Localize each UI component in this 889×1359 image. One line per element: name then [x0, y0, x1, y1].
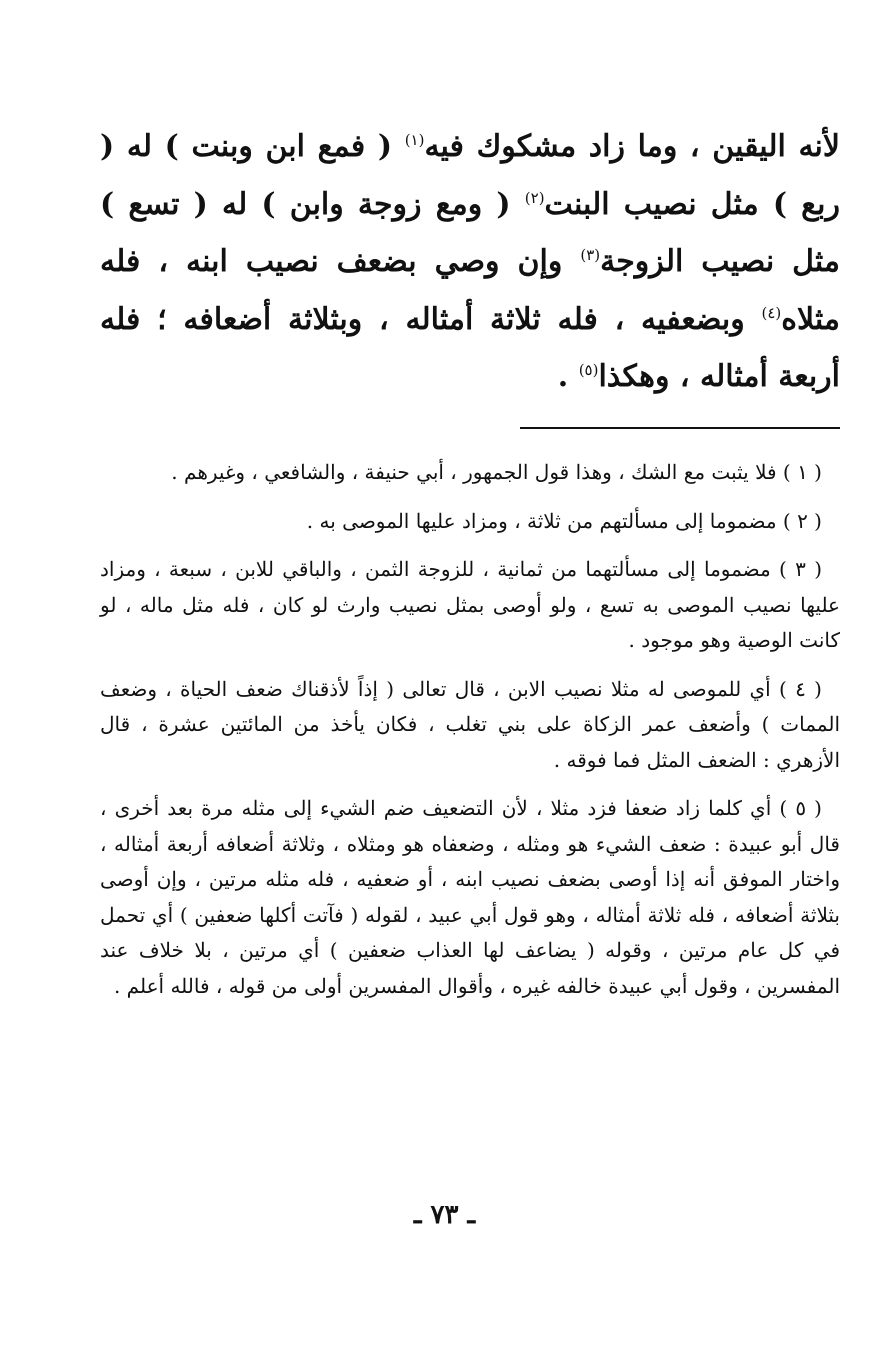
main-text-part-1: لأنه اليقين ، وما زاد مشكوك فيه — [424, 129, 840, 164]
main-paragraph — [100, 118, 840, 406]
main-text-part-2: ( فمع ابن وبنت ) له ( ربع ) مثل نصيب البنت — [100, 129, 840, 222]
footnote-ref-2[interactable]: (٢) — [524, 188, 545, 207]
main-text-part-4: وإن وصي بضعف نصيب ابنه ، فله مثلاه — [100, 244, 840, 337]
footnote-ref-3[interactable]: (٣) — [580, 246, 601, 264]
main-text-part-6: . — [557, 359, 579, 394]
main-text-part-3: ( ومع زوجة وابن ) له ( تسع ) مثل نصيب الزوجة — [100, 186, 840, 279]
footnote-ref-4[interactable]: (٤) — [761, 303, 782, 322]
page-number: ـ ٧٣ ـ — [413, 1200, 476, 1230]
footnote-separator — [520, 427, 840, 429]
main-text-part-5: وبضعفيه ، فله ثلاثة أمثاله ، وبثلاثة أضعافه ؛ فله أربعة أمثاله ، وهكذا — [100, 301, 840, 394]
footnote-2: ( ٢ ) مضموما إلى مسألتهم من ثلاثة ، ومزاد عليها الموصى به . — [306, 508, 822, 533]
footnote-ref-1[interactable]: (١) — [404, 131, 425, 149]
footnote-5: ( ٥ ) أي كلما زاد ضعفا فزد مثلا ، لأن التضعيف ضم الشيء إلى مثله مرة بعد أخرى ، قال أبو عبيدة : ضعف الشيء هو ومثله ، وضعفاه هو ومثلاه ، وثلاثة أضعافه أربعة أمثاله ، واختار الموفق أنه إذا أوصى بضعف نصيب ابنه ، أو ضعفيه ، فله مثله مرتين ، وإن أوصى بثلاثة أضعافه ، فله ثلاثة أمثاله ، وهو قول أبي عبيد ، لقوله ( فآتت أكلها ضعفين ) أي تحمل في كل عام مرتين ، وقوله ( يضاعف لها العذاب ضعفين ) أي مرتين ، بلا خلاف عند المفسرين ، وقول أبي عبيدة خالفه غيره ، وأقوال المفسرين أولى من قوله ، فالله أعلم . — [100, 796, 840, 998]
footnote-3: ( ٣ ) مضموما إلى مسألتهما من ثمانية ، للزوجة الثمن ، والباقي للابن ، سبعة ، ومزاد عليها نصيب الموصى به تسع ، ولو أوصى بمثل نصيب وارث لو كان ، فله مثل ماله ، لو كانت الوصية وهو موجود . — [100, 557, 840, 652]
main-text — [100, 118, 840, 406]
footnotes — [100, 455, 840, 1017]
footnote-4: ( ٤ ) أي للموصى له مثلا نصيب الابن ، قال تعالى ( إذاً لأذقناك ضعف الحياة ، وضعف الممات ) وأضعف عمر الزكاة على بني تغلب ، فكان يأخذ من المائتين عشرة ، قال الأزهري : الضعف المثل فما فوقه . — [100, 676, 840, 772]
footnote-ref-5[interactable]: (٥) — [578, 361, 599, 379]
footnote-1: ( ١ ) فلا يثبت مع الشك ، وهذا قول الجمهور ، أبي حنيفة ، والشافعي ، وغيرهم . — [171, 460, 822, 484]
